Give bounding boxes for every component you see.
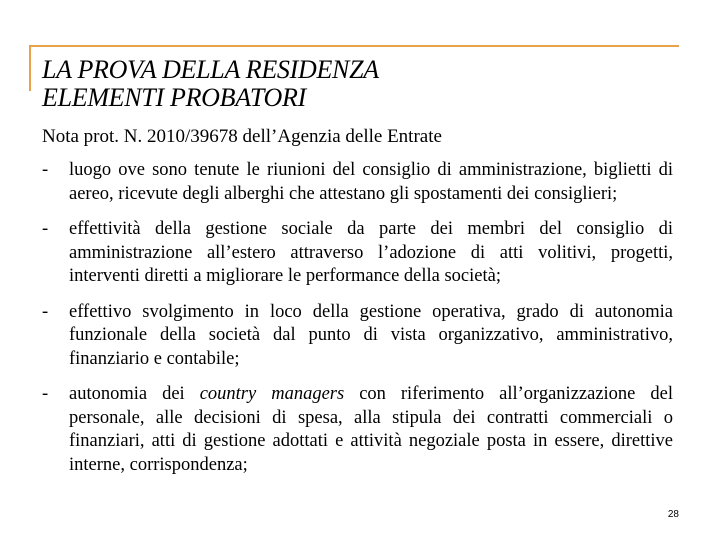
slide-title <box>42 56 682 112</box>
bullet-dash: - <box>42 160 49 180</box>
bullet-item <box>42 159 673 206</box>
bullet-item <box>42 301 673 372</box>
bullet-text: effettività della gestione sociale da parte dei membri del consiglio di amministrazione all’estero attraverso l’adozione di atti volitivi, progetti, interventi diretti a migliorare le performance della società; <box>69 219 673 286</box>
bullet-dash: - <box>42 301 49 322</box>
slide-title-line-2: ELEMENTI PROBATORI <box>42 83 306 112</box>
page-number: 28 <box>667 509 679 520</box>
bullet-text: autonomia dei <box>69 384 200 404</box>
bullet-emphasis: country managers <box>199 384 345 404</box>
bullet-dash: - <box>42 219 49 239</box>
slide-subtitle: Nota prot. N. 2010/39678 dell’Agenzia delle Entrate <box>42 126 442 147</box>
bullet-text: luogo ove sono tenute le riunioni del consiglio di amministrazione, biglietti di aereo, ricevute degli alberghi che attestano gli spostamenti dei consiglieri; <box>69 160 673 204</box>
title-rule-left <box>29 45 31 91</box>
bullet-list <box>42 159 673 489</box>
bullet-text: effettivo svolgimento in loco della gestione operativa, grado di autonomia funzionale della società dal punto di vista organizzativo, amministrativo, finanziario e contabile; <box>69 301 673 369</box>
bullet-dash: - <box>42 384 49 404</box>
bullet-item <box>42 383 673 477</box>
bullet-text-continued: con riferimento all’organizzazione del personale, alle decisioni di spesa, alla stipula dei contratti commerciali o finanziari, atti di gestione adottati e attività negoziale posta in essere, direttive interne, corrispondenza; <box>69 384 673 475</box>
title-rule-top <box>29 45 679 47</box>
bullet-item <box>42 218 673 289</box>
slide-title-line-1: LA PROVA DELLA RESIDENZA <box>42 55 379 84</box>
